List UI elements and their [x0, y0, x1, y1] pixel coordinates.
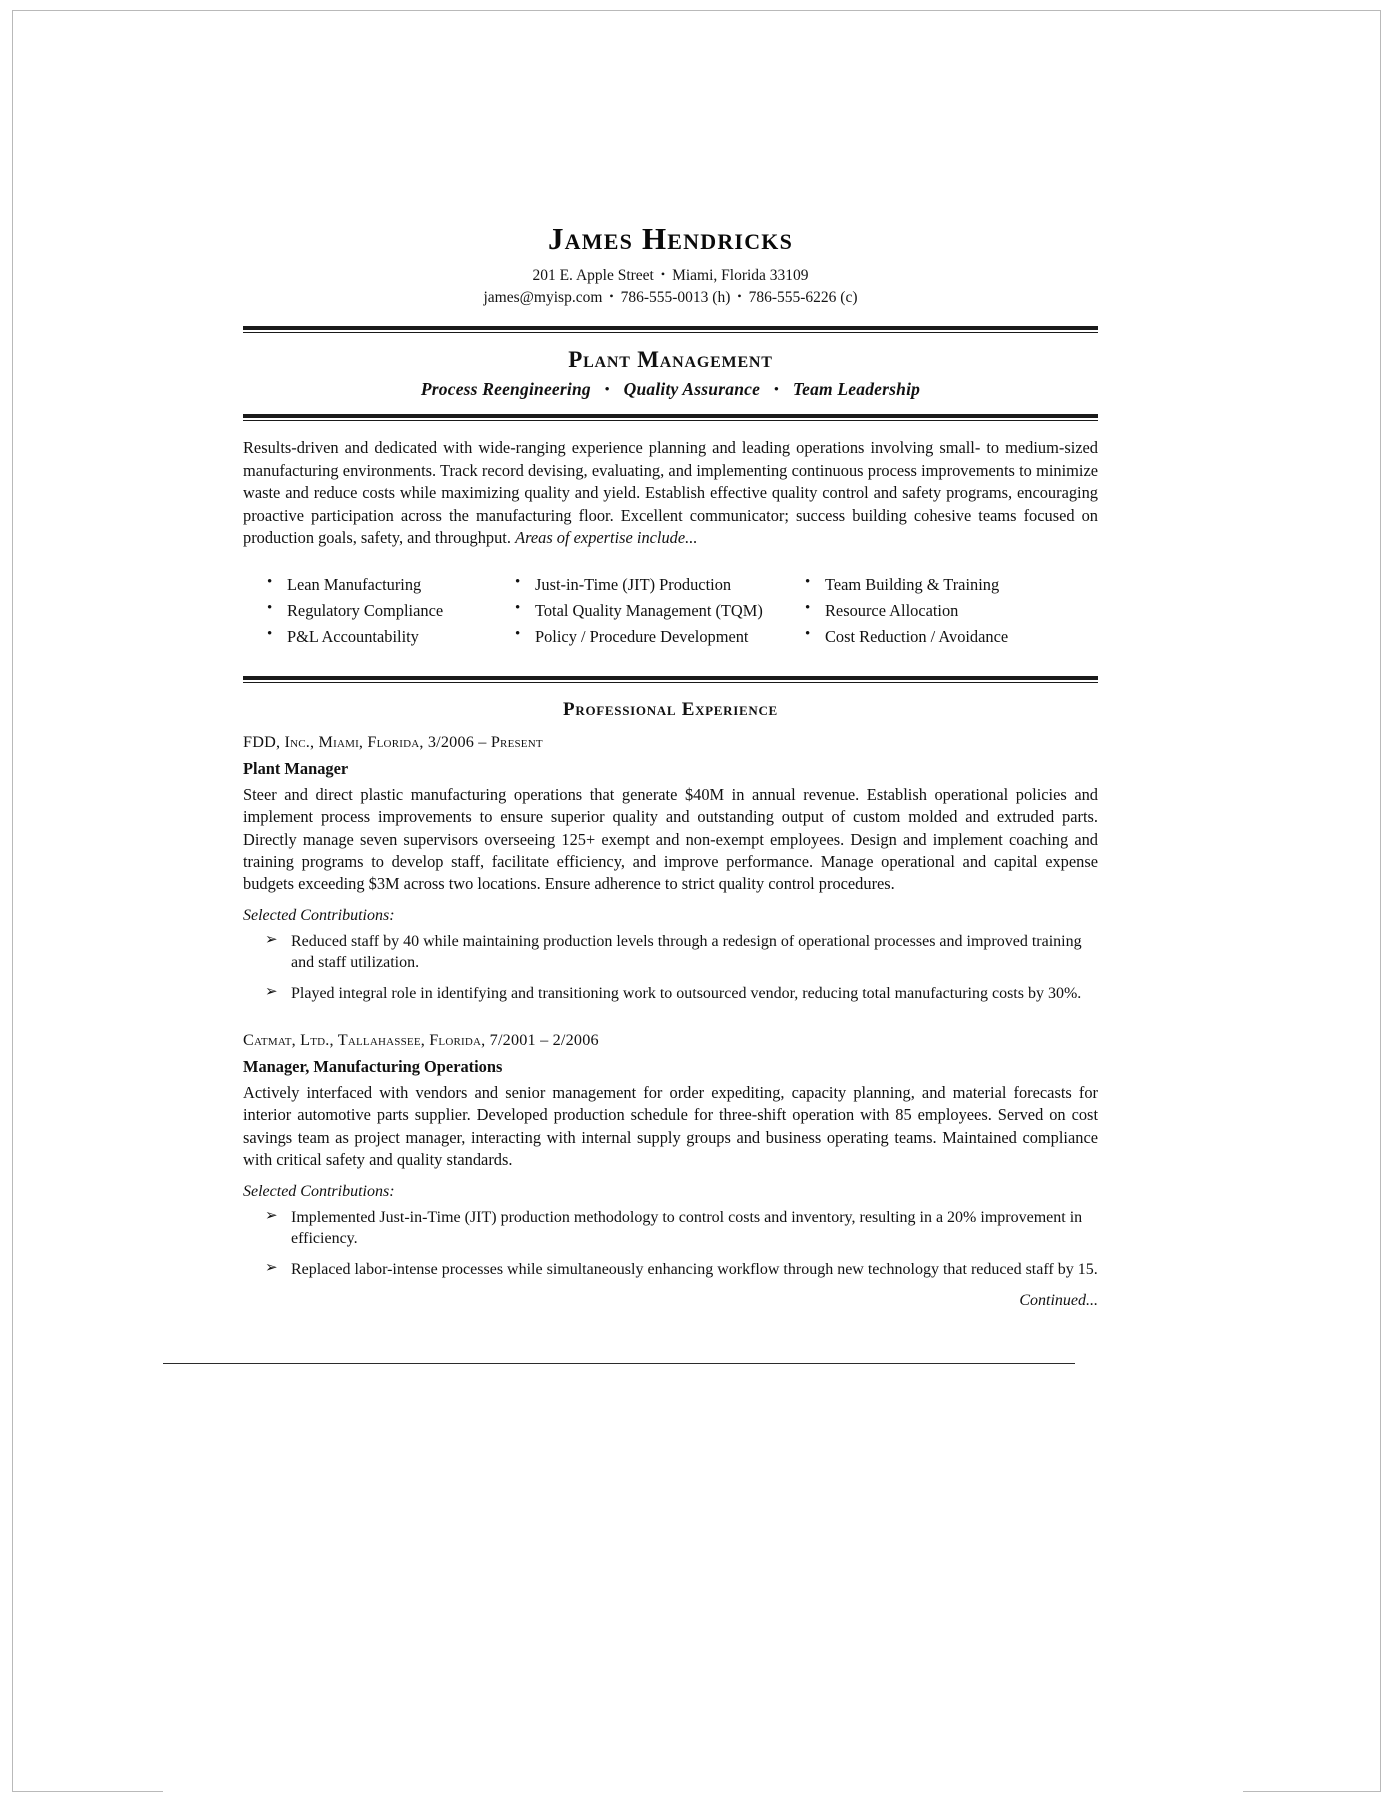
page-border: [12, 10, 1381, 1792]
arrow-bullet-icon: ➢: [265, 931, 278, 948]
contribution-item: [243, 931, 1098, 974]
contact-line: [243, 287, 1098, 309]
bullet-icon: •: [515, 599, 521, 616]
bullet-icon: •: [267, 573, 273, 590]
skills-column-3: [799, 572, 1069, 650]
employer-line: FDD, Inc., Miami, Florida, 3/2006 – Present: [243, 732, 543, 751]
job-description: Steer and direct plastic manufacturing operations that generate $40M in annual revenue. Establish operational policies and implement process improvements to ensure superior quality and outstanding output of custom molded and extruded parts. Directly manage seven supervisors overseeing 125+ exempt and non-exempt employees. Design and implement coaching and training programs to develop staff, facilitate efficiency, and improve performance. Manage operational and capital expense budgets exceeding $3M across two locations. Ensure adherence to strict quality control procedures.: [243, 784, 1098, 894]
summary-text: Results-driven and dedicated with wide-ranging experience planning and leading operations involving small- to medium-sized manufacturing environments. Track record devising, evaluating, and implementing continuous process improvements to minimize waste and reduce costs while maximizing quality and yield. Establish effective quality control and safety programs, encouraging proactive participation across the manufacturing floor. Excellent communicator; success building cohesive teams focused on production goals, safety, and throughput.: [243, 438, 1098, 548]
contributions-label: Selected Contributions:: [243, 1182, 395, 1200]
specialty-2: Quality Assurance: [623, 379, 761, 400]
skill-item: [509, 598, 799, 624]
cell-phone: 786-555-6226 (c): [748, 289, 858, 307]
skills-column-2: [509, 572, 799, 650]
summary-italic-tail: Areas of expertise include...: [515, 528, 698, 548]
contribution-text: Played integral role in identifying and transitioning work to outsourced vendor, reducing total manufacturing costs by 30%.: [291, 985, 1082, 1003]
areas-of-expertise-grid: [261, 572, 1098, 650]
separator-bullet-icon: •: [604, 381, 610, 397]
job-description: Actively interfaced with vendors and senior management for order expediting, capacity planning, and material forecasts for interior automotive parts supplier. Developed production schedule for three-shift operation with 85 employees. Served on cost savings team as project manager, interacting with internal supply groups and business operating teams. Maintained compliance with critical safety and quality standards.: [243, 1082, 1098, 1170]
email-address[interactable]: james@myisp.com: [483, 289, 603, 307]
skill-item: [261, 624, 509, 650]
bullet-icon: •: [515, 625, 521, 642]
bullet-icon: •: [515, 573, 521, 590]
contribution-text: Replaced labor-intense processes while simultaneously enhancing workflow through new technology that reduced staff by 15.: [291, 1261, 1098, 1279]
job-title: Manager, Manufacturing Operations: [243, 1056, 503, 1076]
separator-bullet-icon: •: [660, 266, 666, 281]
arrow-bullet-icon: ➢: [265, 1260, 278, 1277]
contribution-text: Implemented Just-in-Time (JIT) production methodology to control costs and inventory, resulting in a 20% improvement in efficiency.: [291, 1208, 1083, 1247]
section-heading-experience: Professional Experience: [563, 698, 778, 720]
bullet-icon: •: [805, 625, 811, 642]
continued-label: Continued...: [1019, 1292, 1098, 1310]
separator-bullet-icon: •: [609, 289, 614, 304]
specialty-1: Process Reengineering: [420, 379, 591, 400]
resume-sheet: [163, 11, 1243, 1793]
divider-top: [243, 326, 1098, 333]
bullet-icon: •: [267, 599, 273, 616]
bullet-icon: •: [805, 573, 811, 590]
contribution-text: Reduced staff by 40 while maintaining production levels through a redesign of operational processes and improved training and staff utilization.: [291, 932, 1082, 972]
contribution-item: [243, 1259, 1098, 1280]
resume-content: [243, 223, 1098, 1310]
skill-item: [261, 572, 509, 598]
address-line: [243, 265, 1098, 287]
skill-item: [799, 624, 1069, 650]
separator-bullet-icon: •: [737, 289, 742, 304]
skill-label: Lean Manufacturing: [287, 574, 422, 594]
skills-column-1: [261, 572, 509, 650]
contribution-item: [243, 983, 1098, 1004]
skill-label: Just-in-Time (JIT) Production: [535, 574, 732, 594]
street-address: 201 E. Apple Street: [532, 266, 654, 284]
divider-under-tagline: [243, 414, 1098, 421]
resume-header: [243, 223, 1098, 309]
home-phone: 786-555-0013 (h): [620, 289, 731, 307]
bullet-icon: •: [267, 625, 273, 642]
skill-label: P&L Accountability: [287, 626, 419, 646]
bullet-icon: •: [805, 599, 811, 616]
city-state-zip: Miami, Florida 33109: [672, 266, 809, 284]
skill-label: Regulatory Compliance: [287, 600, 444, 620]
job-entry: [243, 733, 1098, 1005]
skill-item: [799, 572, 1069, 598]
skill-label: Total Quality Management (TQM): [535, 600, 763, 620]
employer-line: Catmat, Ltd., Tallahassee, Florida, 7/2001 – 2/2006: [243, 1030, 599, 1049]
contributions-label: Selected Contributions:: [243, 906, 395, 924]
specialty-3: Team Leadership: [792, 379, 921, 400]
skill-item: [261, 598, 509, 624]
job-title: Plant Manager: [243, 758, 349, 778]
arrow-bullet-icon: ➢: [265, 1207, 278, 1224]
job-entry: [243, 1031, 1098, 1281]
candidate-name: James Hendricks: [547, 221, 794, 256]
separator-bullet-icon: •: [774, 381, 779, 397]
skill-label: Resource Allocation: [825, 600, 959, 620]
skill-item: [509, 572, 799, 598]
skill-item: [509, 624, 799, 650]
specialties-tagline: [243, 379, 1098, 400]
skill-label: Team Building & Training: [825, 574, 1000, 594]
skill-label: Policy / Procedure Development: [535, 626, 749, 646]
contribution-item: [243, 1207, 1098, 1250]
skill-item: [799, 598, 1069, 624]
divider-above-experience: [243, 676, 1098, 683]
skill-label: Cost Reduction / Avoidance: [825, 626, 1009, 646]
page-bottom-rule: [163, 1363, 1075, 1364]
target-job-title: Plant Management: [568, 347, 773, 373]
arrow-bullet-icon: ➢: [265, 984, 278, 1001]
professional-summary: [243, 437, 1098, 549]
